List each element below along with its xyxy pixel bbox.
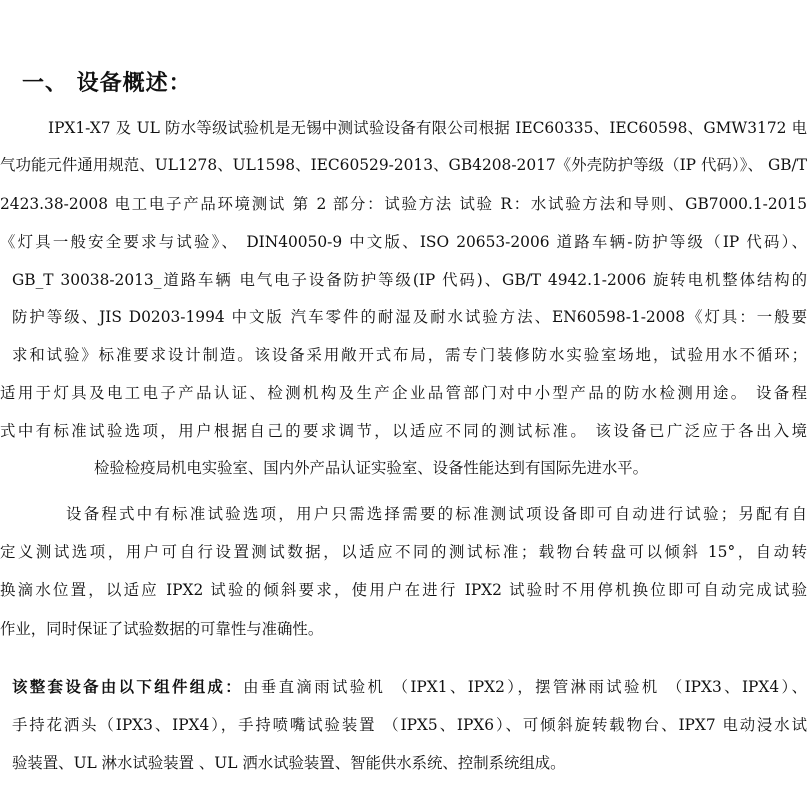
paragraph3-lead: 该整套设备由以下组件组成：: [12, 678, 244, 696]
paragraph3-first-line: [0, 677, 809, 697]
paragraph1-line: 求和试验》标准要求设计制造。该设备采用敞开式布局，需专门装修防水实验室场地，试验用水不循环；: [12, 346, 807, 364]
paragraph1-line: 《灯具一般安全要求与试验》、 DIN40050-9 中文版、ISO 20653-2006 道路车辆-防护等级（IP 代码）、: [0, 233, 807, 251]
paragraph2-line: 作业，同时保证了试验数据的可靠性与准确性。: [0, 620, 324, 638]
paragraph3-first-rest: 由垂直滴雨试验机 （IPX1、IPX2），摆管淋雨试验机 （IPX3、IPX4）、: [243, 678, 807, 696]
paragraph3-line: 手持花洒头（IPX3、IPX4），手持喷嘴试验装置 （IPX5、IPX6）、可倾斜旋转载物台、IPX7 电动浸水试: [12, 716, 807, 734]
section-heading: 一、 设备概述：: [22, 70, 192, 96]
paragraph1-line: 2423.38-2008 电工电子产品环境测试 第 2 部分：试验方法 试验 R：水试验方法和导则、GB7000.1-2015: [0, 195, 807, 213]
paragraph3-line: 验装置、UL 淋水试验装置 、UL 洒水试验装置、智能供水系统、控制系统组成。: [12, 754, 566, 772]
paragraph1-line: 防护等级、JIS D0203-1994 中文版 汽车零件的耐湿及耐水试验方法、EN60598-1-2008《灯具：一般要: [12, 308, 807, 326]
paragraph1-line: 检验检疫局机电实验室、国内外产品认证实验室、设备性能达到有国际先进水平。: [94, 459, 649, 477]
paragraph1-line: 气功能元件通用规范、UL1278、UL1598、IEC60529-2013、GB4208-2017《外壳防护等级（IP 代码）》、 GB/T: [0, 156, 807, 174]
paragraph2-line: 换滴水位置，以适应 IPX2 试验的倾斜要求，使用户在进行 IPX2 试验时不用停机换位即可自动完成试验: [0, 581, 807, 599]
paragraph1-line: 适用于灯具及电工电子产品认证、检测机构及生产企业品管部门对中小型产品的防水检测用途。 设备程: [0, 384, 807, 402]
paragraph2-line: 定义测试选项，用户可自行设置测试数据，以适应不同的测试标准；载物台转盘可以倾斜 15°，自动转: [0, 543, 807, 561]
paragraph1-line: IPX1-X7 及 UL 防水等级试验机是无锡中测试验设备有限公司根据 IEC60335、IEC60598、GMW3172 电: [48, 119, 807, 137]
paragraph2-line: 设备程式中有标准试验选项，用户只需选择需要的标准测试项设备即可自动进行试验；另配有自: [66, 505, 807, 523]
paragraph1-line: GB_T 30038-2013_道路车辆 电气电子设备防护等级(IP 代码)、GB/T 4942.1-2006 旋转电机整体结构的: [12, 271, 807, 289]
paragraph1-line: 式中有标准试验选项，用户根据自己的要求调节，以适应不同的测试标准。 该设备已广泛应于各出入境: [0, 422, 807, 440]
